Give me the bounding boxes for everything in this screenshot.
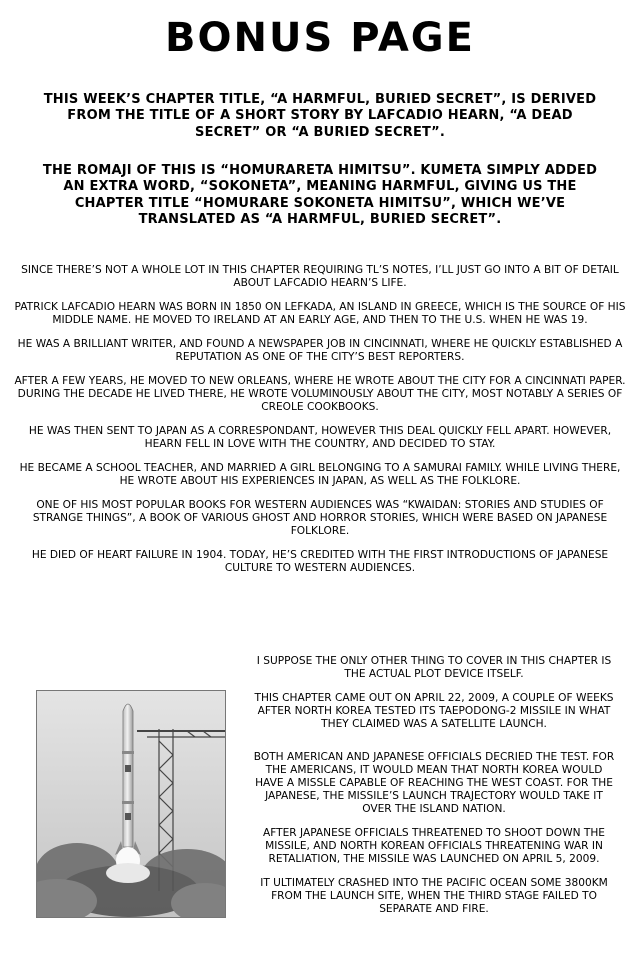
side-note-paragraph: I SUPPOSE THE ONLY OTHER THING TO COVER IN THIS CHAPTER IS THE ACTUAL PLOT DEVICE ITSELF. bbox=[256, 655, 612, 681]
note-paragraph: SINCE THERE’S NOT A WHOLE LOT IN THIS CHAPTER REQUIRING TL’S NOTES, I’LL JUST GO INTO A BIT OF DETAIL ABOUT LAFCADIO HEARN’S LIFE. bbox=[21, 264, 619, 290]
side-note-paragraph: BOTH AMERICAN AND JAPANESE OFFICIALS DECRIED THE TEST. FOR THE AMERICANS, IT WOULD MEAN THAT NORTH KOREA WOULD HAVE A MISSLE CAPABLE OF REACHING THE WEST COAST. FOR THE JAPANESE, THE MISSILE’S LAUNCH TRAJECTORY WOULD TAKE IT OVER THE ISLAND NATION. bbox=[253, 751, 615, 816]
note-paragraph: HE WAS THEN SENT TO JAPAN AS A CORRESPONDANT, HOWEVER THIS DEAL QUICKLY FELL APART. HOWEVER, HEARN FELL IN LOVE WITH THE COUNTRY, AND DECIDED TO STAY. bbox=[28, 425, 612, 451]
missile-notes bbox=[250, 655, 618, 927]
page-title: BONUS PAGE bbox=[165, 15, 475, 61]
note-paragraph: HE BECAME A SCHOOL TEACHER, AND MARRIED A GIRL BELONGING TO A SAMURAI FAMILY. WHILE LIVING THERE, HE WROTE ABOUT HIS EXPERIENCES IN JAPAN, AS WELL AS THE FOLKLORE. bbox=[19, 462, 621, 488]
intro-paragraph-2: THE ROMAJI OF THIS IS “HOMURARETA HIMITSU”. KUMETA SIMPLY ADDED AN EXTRA WORD, “SOKONETA”, MEANING HARMFUL, GIVING US THE CHAPTER TITLE “HOMURARE SOKONETA HIMITSU”, WHICH WE’VE TRANSLATED AS “A HARMFUL, BURIED SECRET”. bbox=[42, 163, 598, 227]
note-paragraph: PATRICK LAFCADIO HEARN WAS BORN IN 1850 ON LEFKADA, AN ISLAND IN GREECE, WHICH IS THE SOURCE OF HIS MIDDLE NAME. HE MOVED TO IRELAND AT AN EARLY AGE, AND THEN TO THE U.S. WHEN HE WAS 19. bbox=[14, 301, 626, 327]
hearn-notes bbox=[14, 264, 626, 586]
note-paragraph: HE DIED OF HEART FAILURE IN 1904. TODAY, HE’S CREDITED WITH THE FIRST INTRODUCTIONS OF JAPANESE CULTURE TO WESTERN AUDIENCES. bbox=[31, 549, 609, 575]
side-note-paragraph: IT ULTIMATELY CRASHED INTO THE PACIFIC OCEAN SOME 3800KM FROM THE LAUNCH SITE, WHEN THE THIRD STAGE FAILED TO SEPARATE AND FIRE. bbox=[260, 877, 608, 916]
intro-paragraph-1: THIS WEEK’S CHAPTER TITLE, “A HARMFUL, BURIED SECRET”, IS DERIVED FROM THE TITLE OF A SHORT STORY BY LAFCADIO HEARN, “A DEAD SECRET” OR “A BURIED SECRET”. bbox=[43, 92, 597, 140]
side-note-paragraph: AFTER JAPANESE OFFICIALS THREATENED TO SHOOT DOWN THE MISSILE, AND NORTH KOREAN OFFICIALS THREATENING WAR IN RETALIATION, THE MISSILE WAS LAUNCHED ON APRIL 5, 2009. bbox=[262, 827, 605, 866]
side-note-paragraph: THIS CHAPTER CAME OUT ON APRIL 22, 2009, A COUPLE OF WEEKS AFTER NORTH KOREA TESTED ITS TAEPODONG-2 MISSILE IN WHAT THEY CLAIMED WAS A SATELLITE LAUNCH. bbox=[254, 692, 614, 731]
note-paragraph: ONE OF HIS MOST POPULAR BOOKS FOR WESTERN AUDIENCES WAS “KWAIDAN: STORIES AND STUDIES OF STRANGE THINGS”, A BOOK OF VARIOUS GHOST AND HORROR STORIES, WHICH WERE BASED ON JAPANESE FOLKLORE. bbox=[32, 499, 608, 538]
note-paragraph: HE WAS A BRILLIANT WRITER, AND FOUND A NEWSPAPER JOB IN CINCINNATI, WHERE HE QUICKLY ESTABLISHED A REPUTATION AS ONE OF THE CITY’S BEST REPORTERS. bbox=[17, 338, 623, 364]
note-paragraph: AFTER A FEW YEARS, HE MOVED TO NEW ORLEANS, WHERE HE WROTE ABOUT THE CITY FOR A CINCINNATI PAPER. DURING THE DECADE HE LIVED THERE, HE WROTE VOLUMINOUSLY ABOUT THE CITY, MOST NOTABLY A SERIES OF CREOLE COOKBOOKS. bbox=[14, 375, 626, 414]
missile-launch-photo bbox=[36, 690, 226, 918]
